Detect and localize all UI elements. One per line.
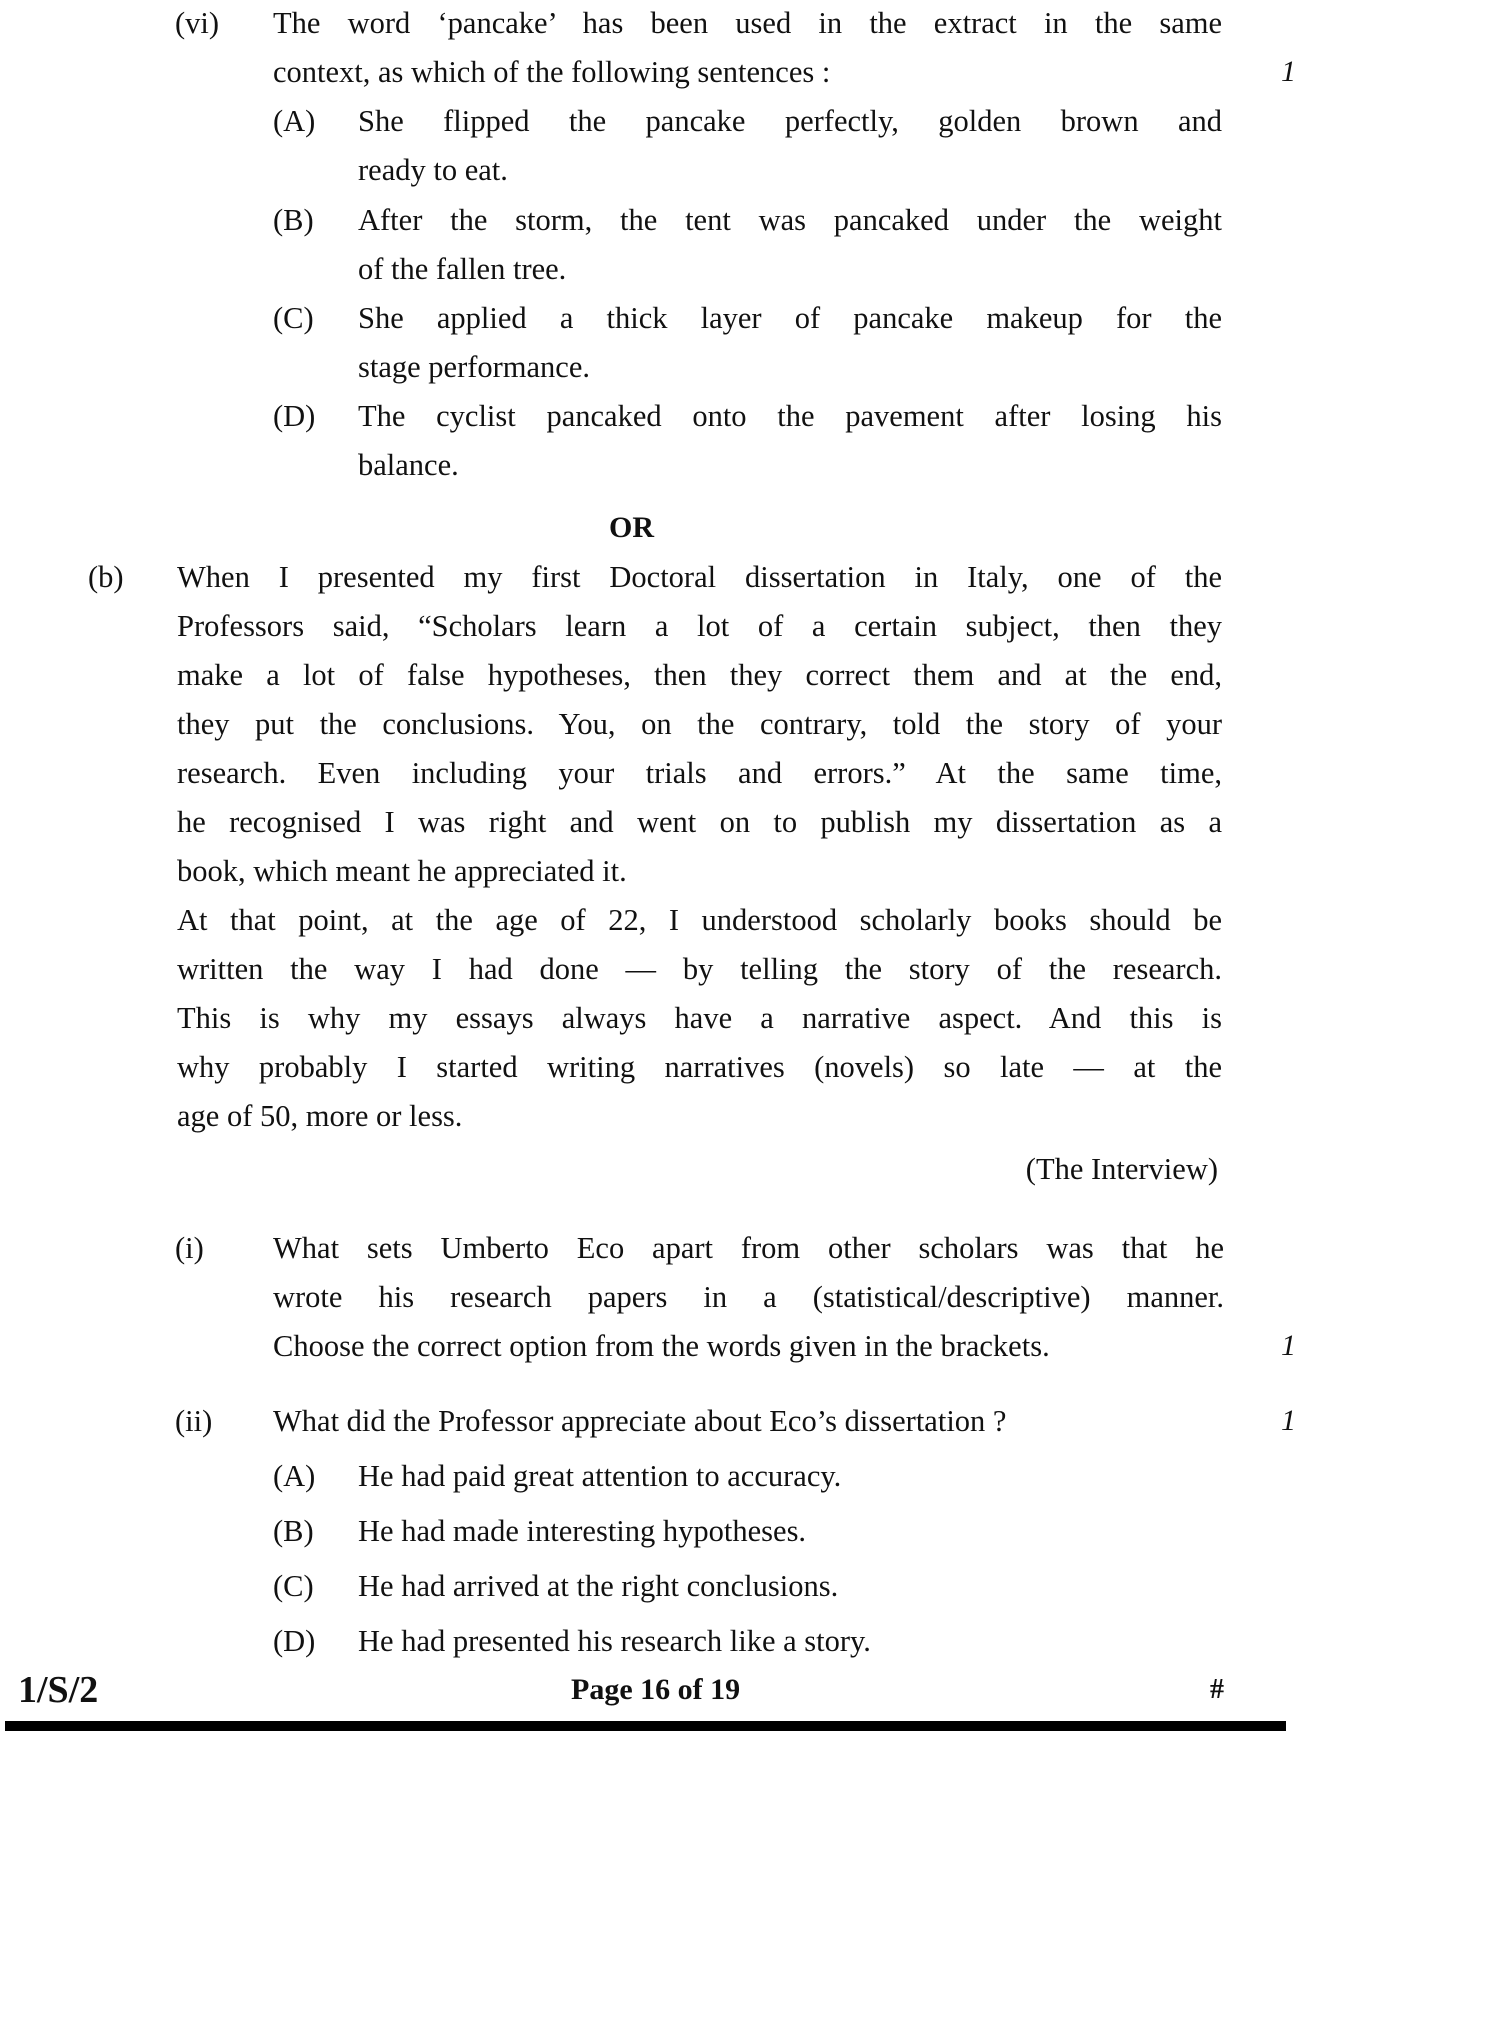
- question-text-line: What sets Umberto Eco apart from other scholars was that he: [273, 1231, 1224, 1265]
- question-text: What did the Professor appreciate about Eco’s dissertation ?: [273, 1404, 1007, 1438]
- passage-line: written the way I had done — by telling the story of the research.: [177, 952, 1222, 986]
- option-d-text: balance.: [358, 448, 459, 482]
- option-label-c: (C): [273, 1569, 314, 1603]
- option-b-text: After the storm, the tent was pancaked under the weight: [358, 203, 1222, 237]
- passage-line: he recognised I was right and went on to publish my dissertation as a: [177, 805, 1222, 839]
- footer-rule: [5, 1721, 1286, 1731]
- option-d-text: The cyclist pancaked onto the pavement after losing his: [358, 399, 1222, 433]
- passage-line: book, which meant he appreciated it.: [177, 854, 627, 888]
- passage-line: This is why my essays always have a narrative aspect. And this is: [177, 1001, 1222, 1035]
- option-label-a: (A): [273, 1459, 316, 1493]
- question-text-line: context, as which of the following sentences :: [273, 55, 831, 89]
- passage-line: When I presented my first Doctoral dissertation in Italy, one of the: [177, 560, 1222, 594]
- passage-line: age of 50, more or less.: [177, 1099, 463, 1133]
- question-label: (i): [175, 1231, 204, 1265]
- passage-line: they put the conclusions. You, on the contrary, told the story of your: [177, 707, 1222, 741]
- option-b-text: of the fallen tree.: [358, 252, 567, 286]
- paper-code: 1/S/2: [18, 1669, 99, 1711]
- passage-line: why probably I started writing narratives (novels) so late — at the: [177, 1050, 1222, 1084]
- option-label-b: (B): [273, 1514, 314, 1548]
- option-label-d: (D): [273, 399, 316, 433]
- passage-label: (b): [88, 560, 124, 594]
- page-number: Page 16 of 19: [571, 1673, 741, 1706]
- hash-symbol: #: [1210, 1674, 1224, 1705]
- question-label: (ii): [175, 1404, 213, 1438]
- option-c-text: She applied a thick layer of pancake makeup for the: [358, 301, 1222, 335]
- option-c-text: stage performance.: [358, 350, 591, 384]
- option-b-text: He had made interesting hypotheses.: [358, 1514, 807, 1548]
- option-label-a: (A): [273, 104, 316, 138]
- option-a-text: He had paid great attention to accuracy.: [358, 1459, 842, 1493]
- passage-line: make a lot of false hypotheses, then they correct them and at the end,: [177, 658, 1222, 692]
- question-text-line: Choose the correct option from the words given in the brackets.: [273, 1329, 1050, 1363]
- marks: 1: [1281, 1404, 1296, 1437]
- option-c-text: He had arrived at the right conclusions.: [358, 1569, 839, 1603]
- marks: 1: [1281, 55, 1296, 88]
- passage-source: (The Interview): [1025, 1152, 1218, 1186]
- option-label-b: (B): [273, 203, 314, 237]
- option-label-d: (D): [273, 1624, 316, 1658]
- passage-line: Professors said, “Scholars learn a lot of a certain subject, then they: [177, 609, 1222, 643]
- marks: 1: [1281, 1329, 1296, 1362]
- question-text-line: wrote his research papers in a (statistical/descriptive) manner.: [273, 1280, 1224, 1314]
- option-a-text: She flipped the pancake perfectly, golden brown and: [358, 104, 1222, 138]
- passage-line: research. Even including your trials and errors.” At the same time,: [177, 756, 1222, 790]
- option-label-c: (C): [273, 301, 314, 335]
- question-label: (vi): [175, 6, 220, 40]
- or-separator: OR: [609, 511, 654, 544]
- option-d-text: He had presented his research like a story.: [358, 1624, 871, 1658]
- passage-line: At that point, at the age of 22, I understood scholarly books should be: [177, 903, 1222, 937]
- question-text-line: The word ‘pancake’ has been used in the extract in the same: [273, 6, 1222, 40]
- option-a-text: ready to eat.: [358, 153, 508, 187]
